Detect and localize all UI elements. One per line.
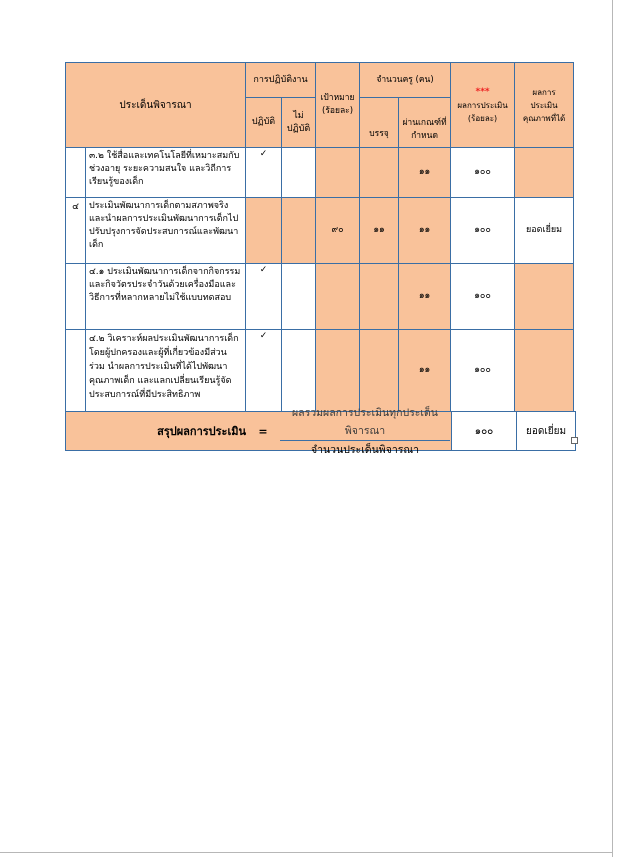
check-icon: ✓ [246, 264, 282, 330]
row-result: ๑๐๐ [451, 330, 515, 412]
row-topic: ๔.๒ วิเคราะห์ผลประเมินพัฒนาการเด็กโดยผู้ปกครองและผู้ที่เกี่ยวข้องมีส่วนร่วม นำผลการประเมินที่ได้ไปพัฒนาคุณภาพเด็ก และแลกเปลี่ยนเรียนรู้จัดประสบการณ์ที่มีประสิทธิภาพ [86, 330, 246, 412]
table-row [66, 264, 574, 330]
check-icon: ✓ [246, 148, 282, 198]
summary-equals: = [258, 424, 268, 438]
header-practiced: ปฏิบัติ [246, 98, 282, 148]
header-result-label: ผลการประเมิน (ร้อยละ) [457, 100, 508, 123]
row-target [316, 330, 360, 412]
row-number: ๔ [66, 198, 86, 264]
summary-label: สรุปผลการประเมิน [157, 424, 246, 438]
row-passed: ๑๑ [399, 330, 451, 412]
header-passed: ผ่านเกณฑ์ที่กำหนด [399, 98, 451, 148]
row-result: ๑๐๐ [451, 264, 515, 330]
row-number [66, 148, 86, 198]
row-not-practiced [282, 264, 316, 330]
check-icon: ✓ [246, 330, 282, 412]
row-passed: ๑๑ [399, 198, 451, 264]
row-result: ๑๐๐ [451, 148, 515, 198]
summary-cell [66, 406, 574, 456]
header-stars: *** [475, 86, 490, 97]
header-topic: ประเด็นพิจารณา [66, 63, 246, 148]
header-quality: ผลการประเมินคุณภาพที่ได้ [515, 63, 574, 148]
row-practiced [246, 198, 282, 264]
summary-result: ๑๐๐ [451, 411, 517, 451]
table-row [66, 330, 574, 412]
table-row [66, 148, 574, 198]
row-total [360, 264, 399, 330]
header-not-practiced: ไม่ปฏิบัติ [282, 98, 316, 148]
row-quality [515, 264, 574, 330]
row-passed: ๑๑ [399, 264, 451, 330]
summary-numerator: ผลรวมผลการประเมินทุกประเด็นพิจารณา [280, 404, 450, 441]
row-topic: ๓.๒ ใช้สื่อและเทคโนโลยีที่เหมาะสมกับช่วงอายุ ระยะความสนใจ และวิถีการเรียนรู้ของเด็ก [86, 148, 246, 198]
row-quality [515, 148, 574, 198]
row-number [66, 330, 86, 412]
row-total [360, 330, 399, 412]
summary-denominator: จำนวนประเด็นพิจารณา [310, 443, 420, 456]
header-target: เป้าหมาย (ร้อยละ) [316, 63, 360, 148]
summary-row [66, 412, 574, 451]
row-not-practiced [282, 198, 316, 264]
page-right-edge [612, 0, 613, 857]
header-teachers: จำนวนครู (คน) [360, 63, 451, 98]
row-not-practiced [282, 148, 316, 198]
row-result: ๑๐๐ [451, 198, 515, 264]
row-total: ๑๑ [360, 198, 399, 264]
summary-formula [280, 404, 450, 459]
table-resize-handle[interactable] [571, 437, 578, 444]
row-quality [515, 330, 574, 412]
row-quality: ยอดเยี่ยม [515, 198, 574, 264]
table-row [66, 198, 574, 264]
page-bottom-edge [0, 852, 613, 853]
row-number [66, 264, 86, 330]
header-practice: การปฏิบัติงาน [246, 63, 316, 98]
row-total [360, 148, 399, 198]
evaluation-table [65, 62, 574, 456]
row-not-practiced [282, 330, 316, 412]
row-topic: ๔.๑ ประเมินพัฒนาการเด็กจากกิจกรรมและกิจวัตรประจำวันด้วยเครื่องมือและวิธีการที่หลากหลายไม่ใช้แบบทดสอบ [86, 264, 246, 330]
row-passed: ๑๑ [399, 148, 451, 198]
row-topic: ประเมินพัฒนาการเด็กตามสภาพจริง และนำผลการประเมินพัฒนาการเด็กไปปรับปรุงการจัดประสบการณ์และพัฒนาเด็ก [86, 198, 246, 264]
row-target: ๙๐ [316, 198, 360, 264]
row-target [316, 148, 360, 198]
header-total: บรรจุ [360, 98, 399, 148]
row-target [316, 264, 360, 330]
header-result [451, 63, 515, 148]
summary-quality: ยอดเยี่ยม [516, 411, 576, 451]
